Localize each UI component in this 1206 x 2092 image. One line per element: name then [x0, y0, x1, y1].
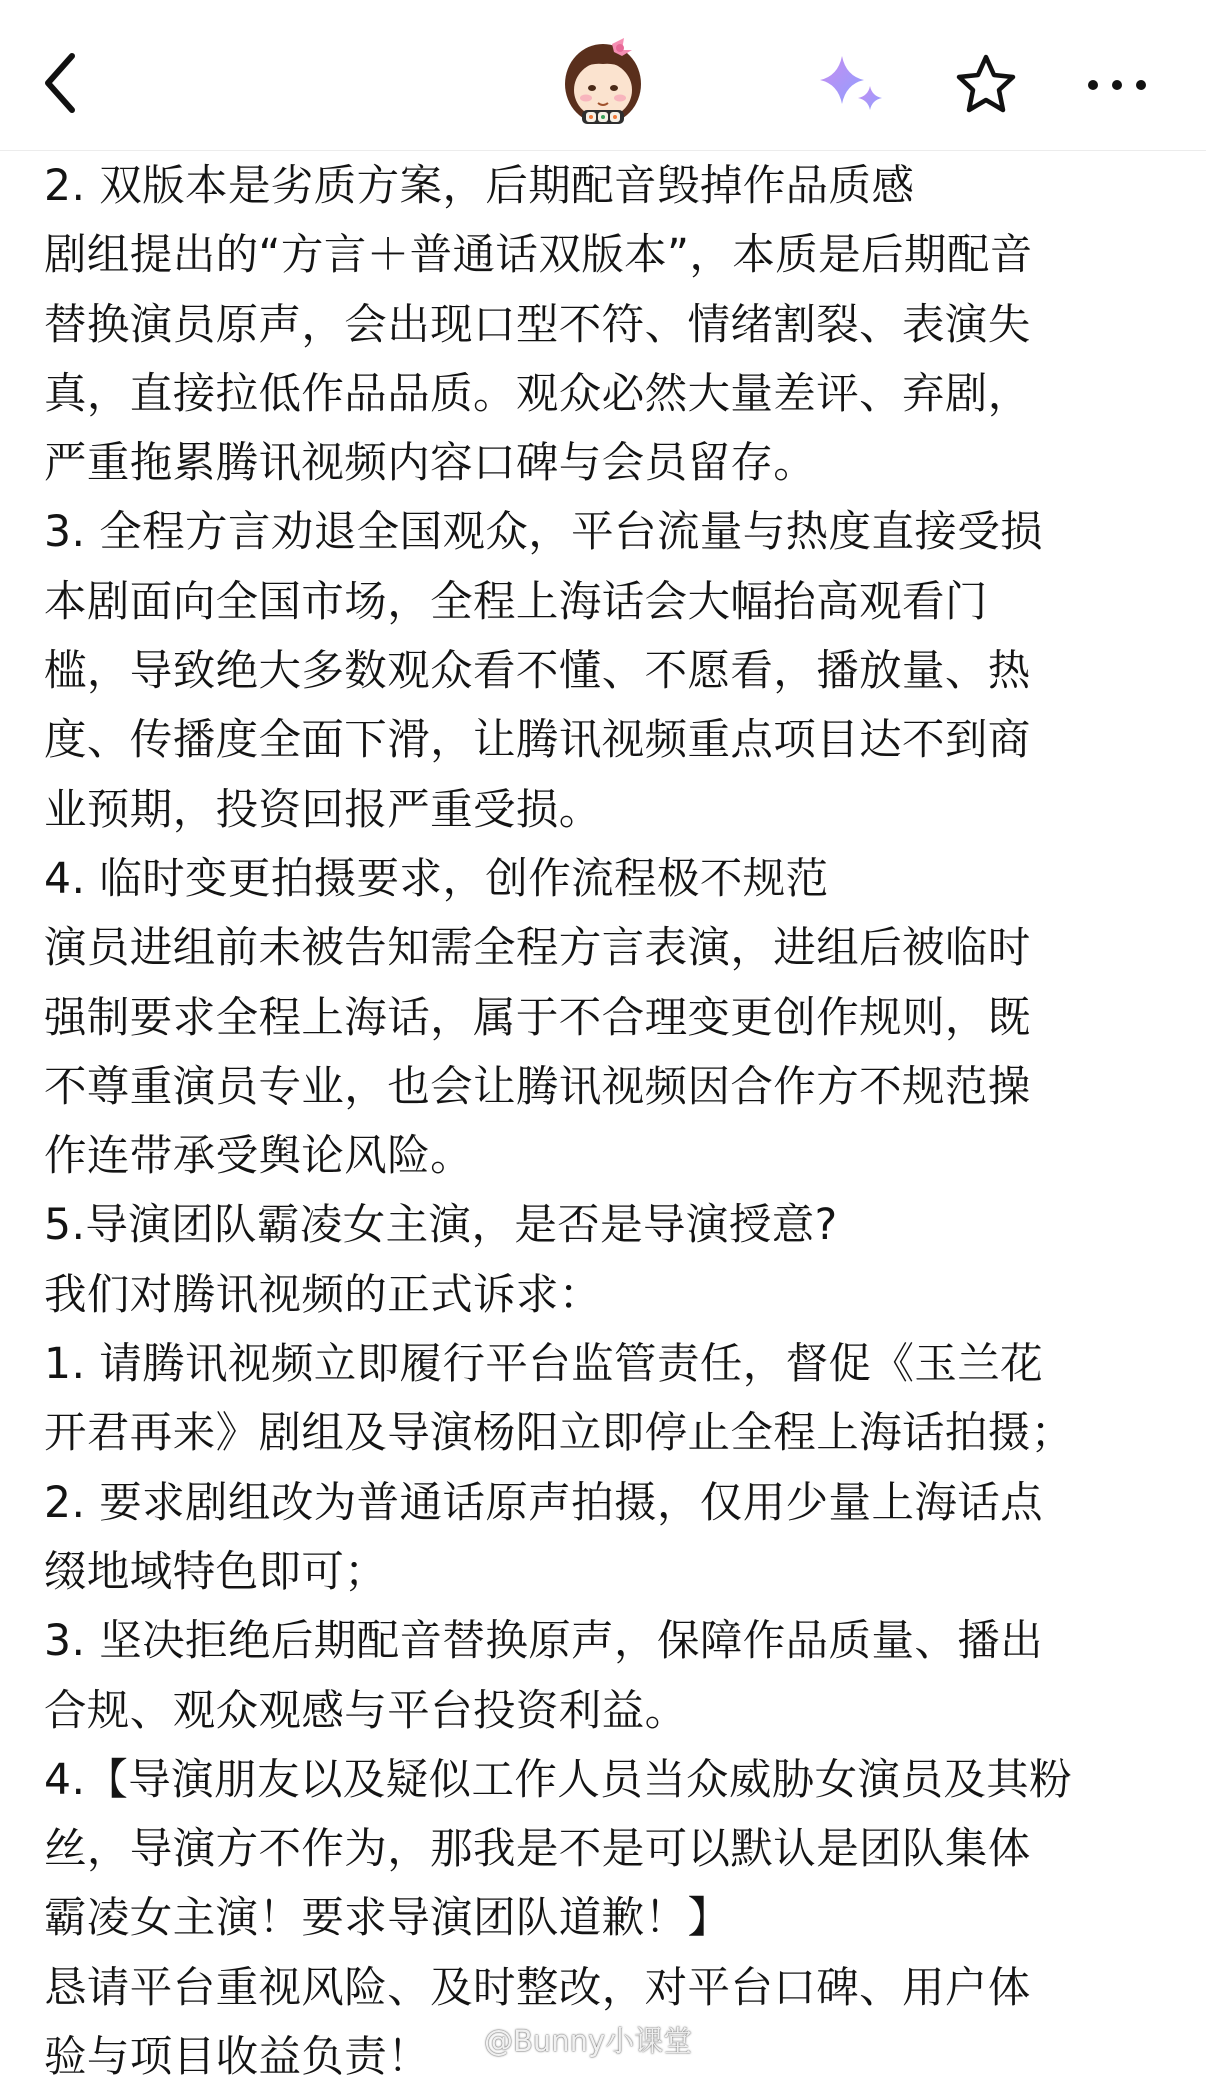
post-line: 验与项目收益负责！: [44, 2033, 431, 2083]
post-line: 强制要求全程上海话，属于不合理变更创作规则，既: [44, 993, 1031, 1043]
ai-sparkle-icon: [812, 50, 892, 120]
post-line: 丝，导演方不作为，那我是不是可以默认是团队集体: [44, 1825, 1031, 1875]
post-line: 2. 双版本是劣质方案，后期配音毁掉作品质感: [44, 162, 915, 211]
post-line: 替换演员原声，会出现口型不符、情绪割裂、表演失: [44, 300, 1031, 350]
post-line: 业预期，投资回报严重受损。: [44, 785, 602, 835]
post-line: 真，直接拉低作品品质。观众必然大量差评、弃剧，: [44, 369, 1031, 419]
more-dots-icon: [1084, 70, 1150, 100]
watermark: [440, 2018, 692, 2064]
post-line: 开君再来》剧组及导演杨阳立即停止全程上海话拍摄；: [44, 1409, 1074, 1459]
post-line: 3. 坚决拒绝后期配音替换原声，保障作品质量、播出: [44, 1617, 1044, 1667]
more-options-button[interactable]: [1084, 70, 1150, 100]
chevron-left-icon: [38, 48, 88, 118]
post-line: 剧组提出的“方言＋普通话双版本”，本质是后期配音: [44, 231, 1033, 281]
post-line: 度、传播度全面下滑，让腾讯视频重点项目达不到商: [44, 716, 1031, 766]
watermark-text: @Bunny小课堂: [484, 2024, 693, 2058]
post-line: 4. 临时变更拍摄要求，创作流程极不规范: [44, 854, 829, 904]
ai-assistant-button[interactable]: [812, 50, 892, 120]
post-line: 不尊重演员专业，也会让腾讯视频因合作方不规范操: [44, 1062, 1031, 1112]
cartoon-girl-avatar-icon: [558, 36, 648, 130]
post-line: 作连带承受舆论风险。: [44, 1132, 474, 1182]
post-line: 缀地域特色即可；: [44, 1547, 388, 1597]
post-line: 4.【导演朋友以及疑似工作人员当众威胁女演员及其粉: [44, 1755, 1073, 1805]
post-line: 5.导演团队霸凌女主演，是否是导演授意?: [44, 1201, 838, 1251]
post-line: 演员进组前未被告知需全程方言表演，进组后被临时: [44, 924, 1031, 974]
post-line: 槛，导致绝大多数观众看不懂、不愿看，播放量、热: [44, 647, 1031, 697]
star-outline-icon: [953, 52, 1019, 116]
post-line: 恳请平台重视风险、及时整改，对平台口碑、用户体: [44, 1963, 1031, 2013]
post-line: 霸凌女主演！要求导演团队道歉！】: [44, 1894, 731, 1944]
back-button[interactable]: [38, 48, 88, 118]
post-line: 我们对腾讯视频的正式诉求：: [44, 1270, 602, 1320]
post-body: [44, 152, 1174, 2092]
post-line: 合规、观众观感与平台投资利益。: [44, 1686, 688, 1736]
post-line: 2. 要求剧组改为普通话原声拍摄，仅用少量上海话点: [44, 1478, 1044, 1528]
avatar[interactable]: [558, 36, 648, 130]
top-navigation-bar: [0, 0, 1206, 151]
weibo-logo-icon: [440, 2028, 478, 2058]
post-line: 3. 全程方言劝退全国观众，平台流量与热度直接受损: [44, 508, 1044, 558]
post-line: 严重拖累腾讯视频内容口碑与会员留存。: [44, 439, 817, 489]
post-line: 1. 请腾讯视频立即履行平台监管责任，督促《玉兰花: [44, 1340, 1044, 1390]
post-line: 本剧面向全国市场，全程上海话会大幅抬高观看门: [44, 577, 988, 627]
favorite-button[interactable]: [953, 52, 1019, 116]
